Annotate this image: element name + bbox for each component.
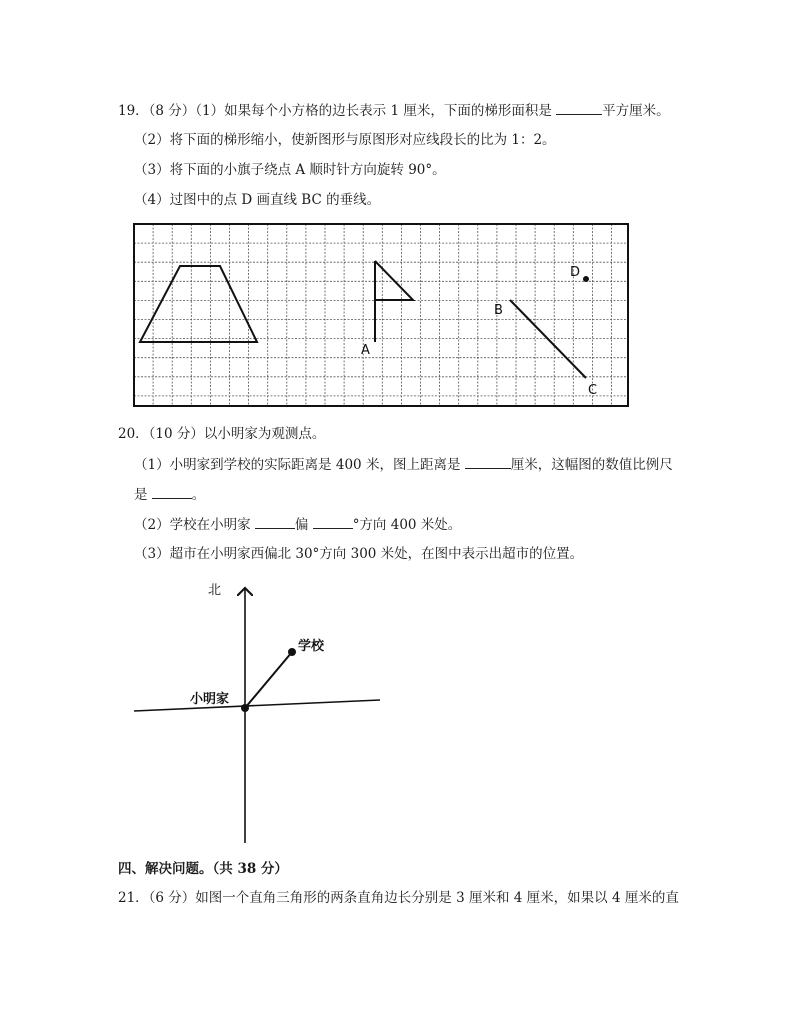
section-4-heading: 四、解决问题。（共 38 分） [118, 861, 288, 877]
small-flag [375, 261, 413, 342]
answer-blank[interactable] [152, 485, 192, 499]
q20-line-1 [134, 455, 673, 474]
answer-blank[interactable] [556, 101, 602, 115]
q20-l1-text: （1）小明家到学校的实际距离是 400 米，图上距离是 [134, 457, 465, 473]
q20-line-2 [134, 515, 461, 534]
q19-line-4: （4）过图中的点 D 画直线 BC 的垂线。 [134, 192, 381, 208]
q20-l2-mid: 偏 [294, 517, 313, 533]
q20-l1-post: 厘米，这幅图的数值比例尺 [510, 457, 673, 473]
q21-line-1: 21．（6 分）如图一个直角三角形的两条直角边长分别是 3 厘米和 4 厘米，如果以 4 厘米的直 [118, 890, 679, 906]
label-d: D [570, 265, 581, 280]
answer-blank[interactable] [465, 455, 511, 469]
q19-line-2: （2）将下面的梯形缩小，使新图形与原图形对应线段长的比为 1：2。 [134, 132, 556, 148]
school-point [288, 648, 296, 656]
school-line [245, 652, 292, 708]
q19-l1-post: 平方厘米。 [602, 103, 670, 119]
q20-l2-post: °方向 400 米处。 [352, 517, 462, 533]
q19-l1-text: 19．（8 分）（1）如果每个小方格的边长表示 1 厘米，下面的梯形面积是 [118, 103, 557, 119]
home-label: 小明家 [190, 692, 230, 707]
q20-l1b-post: 。 [191, 487, 206, 503]
school-label: 学校 [298, 639, 325, 654]
q20-l2-text: （2）学校在小明家 [134, 517, 255, 533]
label-c: C [588, 383, 598, 398]
point-d [583, 276, 589, 282]
label-b: B [494, 303, 503, 318]
q19-line-1 [118, 101, 670, 120]
answer-blank[interactable] [313, 515, 353, 529]
direction-map [130, 578, 390, 848]
q19-line-3: （3）将下面的小旗子绕点 A 顺时针方向旋转 90°。 [134, 162, 446, 178]
north-label: 北 [208, 583, 222, 598]
grid-figure [130, 220, 634, 414]
home-point [241, 704, 249, 712]
q20-head: 20．（10 分）以小明家为观测点。 [118, 426, 326, 442]
answer-blank[interactable] [255, 515, 295, 529]
q20-l1b-text: 是 [134, 487, 152, 503]
q20-line-1b [134, 485, 205, 504]
label-a: A [361, 343, 370, 358]
trapezoid [140, 266, 257, 342]
q20-line-3: （3）超市在小明家西偏北 30°方向 300 米处，在图中表示出超市的位置。 [134, 546, 584, 562]
line-bc [510, 300, 586, 378]
east-west-axis [134, 700, 380, 711]
grid-lines [134, 224, 628, 406]
